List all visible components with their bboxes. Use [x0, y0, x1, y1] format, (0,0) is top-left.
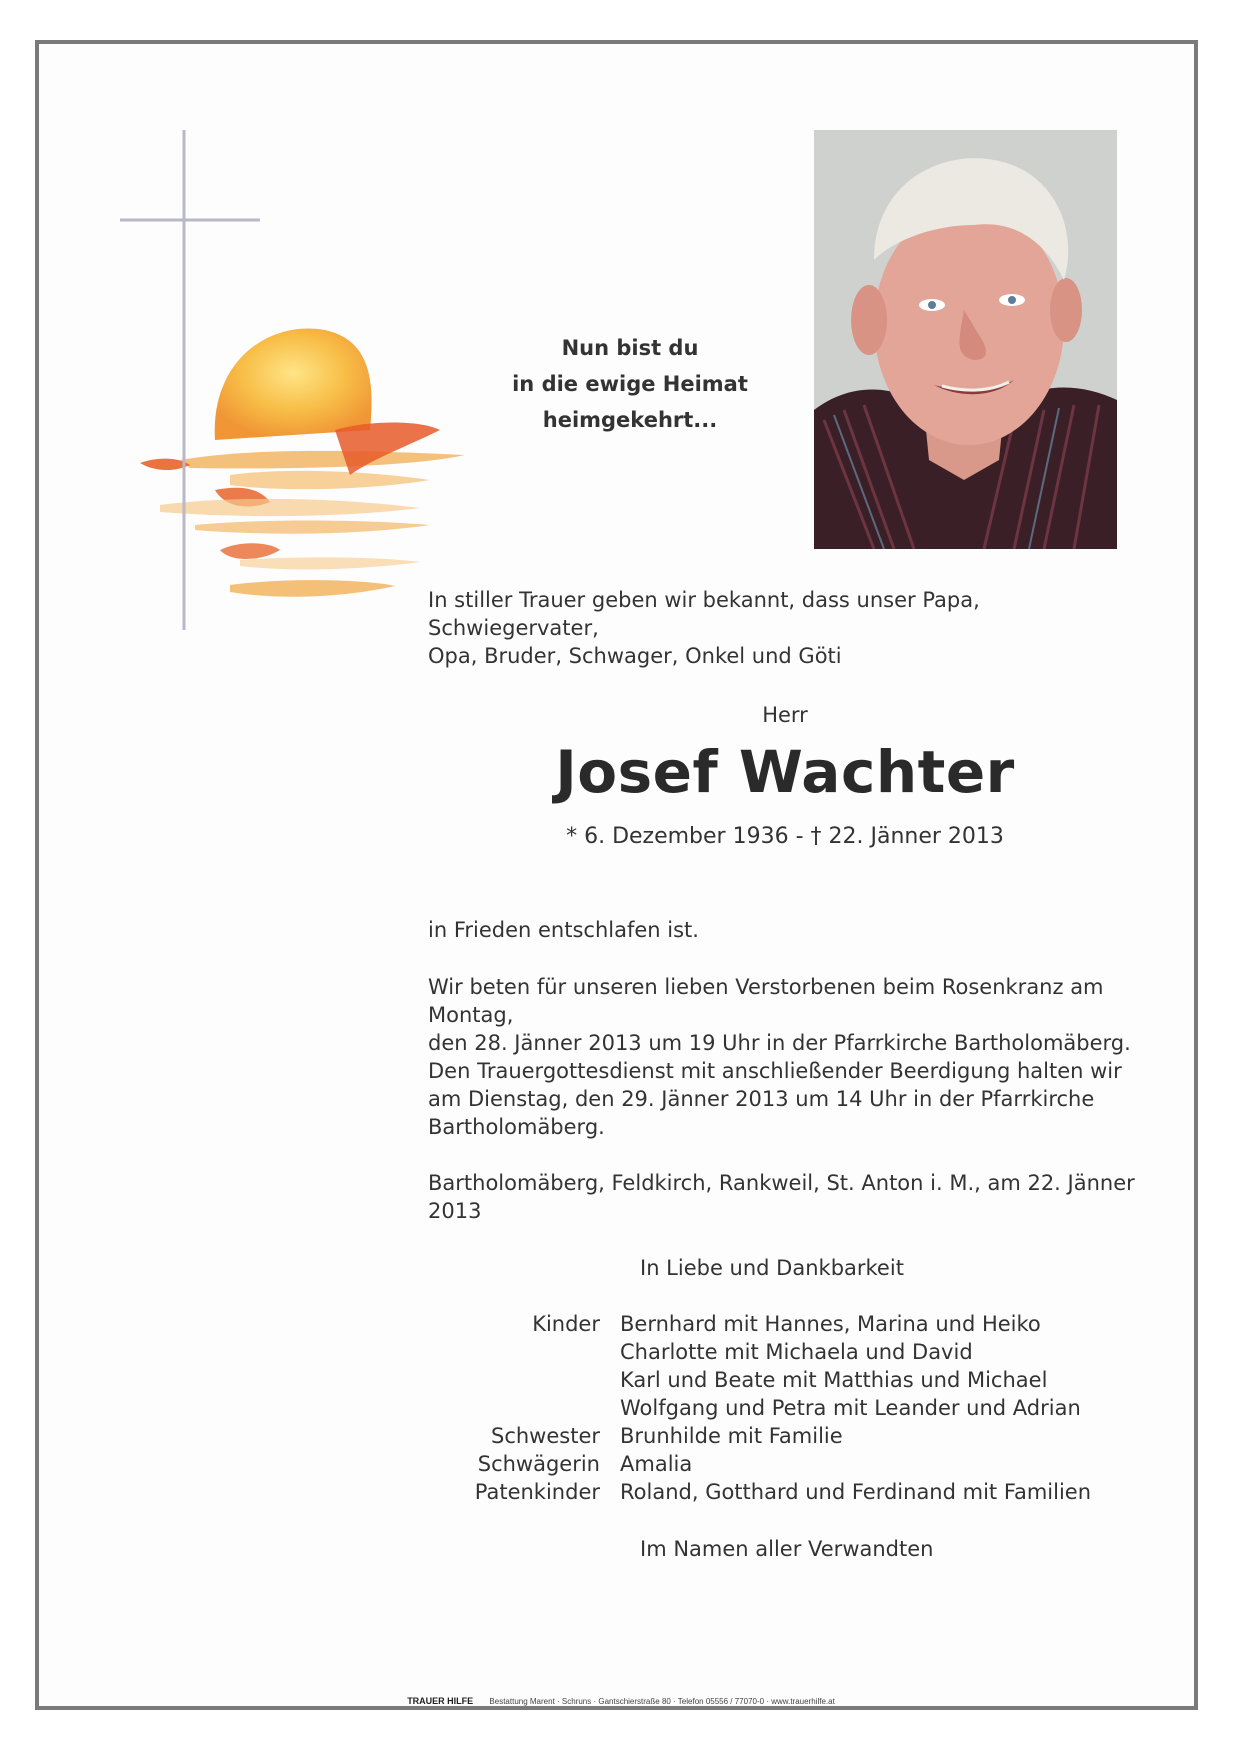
- motto-line-3: heimgekehrt...: [542, 408, 718, 432]
- footer-brand: TRAUER HILFE: [407, 1696, 474, 1706]
- mourner-names: Brunhilde mit Familie: [620, 1424, 843, 1448]
- place-date: Bartholomäberg, Feldkirch, Rankweil, St. Anton i. M., am 22. Jänner 2013: [428, 1171, 1135, 1223]
- list-item: [460, 1366, 1180, 1394]
- list-item: [460, 1422, 1180, 1450]
- closing-line: Im Namen aller Verwandten: [640, 1537, 934, 1561]
- mourner-names: Roland, Gotthard und Ferdinand mit Familien: [620, 1480, 1092, 1504]
- rosary-line-2: den 28. Jänner 2013 um 19 Uhr in der Pfarrkirche Bartholomäberg.: [428, 1031, 1131, 1055]
- mourner-names: Wolfgang und Petra mit Leander und Adrian: [620, 1396, 1081, 1420]
- life-dates: * 6. Dezember 1936 - † 22. Jänner 2013: [566, 824, 1004, 849]
- list-item: [460, 1478, 1180, 1506]
- mourner-role: [460, 1366, 620, 1394]
- mourner-role: Patenkinder: [474, 1480, 600, 1504]
- funeral-text: [428, 1057, 1168, 1141]
- list-item: [460, 1310, 1180, 1338]
- rosary-text: [428, 973, 1168, 1057]
- intro-line-2: Opa, Bruder, Schwager, Onkel und Göti: [428, 644, 842, 668]
- footer-text: Bestattung Marent · Schruns · Gantschierstraße 80 · Telefon 05556 / 77070-0 · www.trauerhilfe.at: [489, 1697, 835, 1706]
- footer: [0, 1696, 1242, 1706]
- deceased-name: Josef Wachter: [555, 738, 1015, 806]
- intro-line-1: In stiller Trauer geben wir bekannt, dass unser Papa, Schwiegervater,: [428, 588, 980, 640]
- motto-line-2: in die ewige Heimat: [512, 372, 748, 396]
- funeral-line-2: am Dienstag, den 29. Jänner 2013 um 14 Uhr in der Pfarrkirche: [428, 1087, 1095, 1111]
- mourner-role: Kinder: [532, 1312, 600, 1336]
- salutation: Herr: [762, 703, 808, 727]
- portrait-photo: [814, 130, 1117, 549]
- rosary-line-1: Wir beten für unseren lieben Verstorbenen beim Rosenkranz am Montag,: [428, 975, 1104, 1027]
- list-item: [460, 1450, 1180, 1478]
- thanks-line: In Liebe und Dankbarkeit: [640, 1256, 904, 1280]
- mourners-list: [460, 1310, 1180, 1506]
- list-item: [460, 1394, 1180, 1422]
- funeral-line-1: Den Trauergottesdienst mit anschließender Beerdigung halten wir: [428, 1059, 1122, 1083]
- mourner-role: Schwägerin: [477, 1452, 600, 1476]
- mourner-role: Schwester: [490, 1424, 600, 1448]
- motto: [505, 330, 755, 438]
- funeral-line-3: Bartholomäberg.: [428, 1115, 605, 1139]
- motto-line-1: Nun bist du: [561, 336, 699, 360]
- mourner-names: Karl und Beate mit Matthias und Michael: [620, 1368, 1048, 1392]
- intro-text: [428, 586, 1148, 670]
- mourner-role: [460, 1338, 620, 1366]
- mourner-names: Bernhard mit Hannes, Marina und Heiko: [620, 1312, 1041, 1336]
- mourner-names: Amalia: [620, 1452, 693, 1476]
- peace-text: in Frieden entschlafen ist.: [428, 918, 699, 942]
- mourner-names: Charlotte mit Michaela und David: [620, 1340, 973, 1364]
- mourner-role: [460, 1394, 620, 1422]
- list-item: [460, 1338, 1180, 1366]
